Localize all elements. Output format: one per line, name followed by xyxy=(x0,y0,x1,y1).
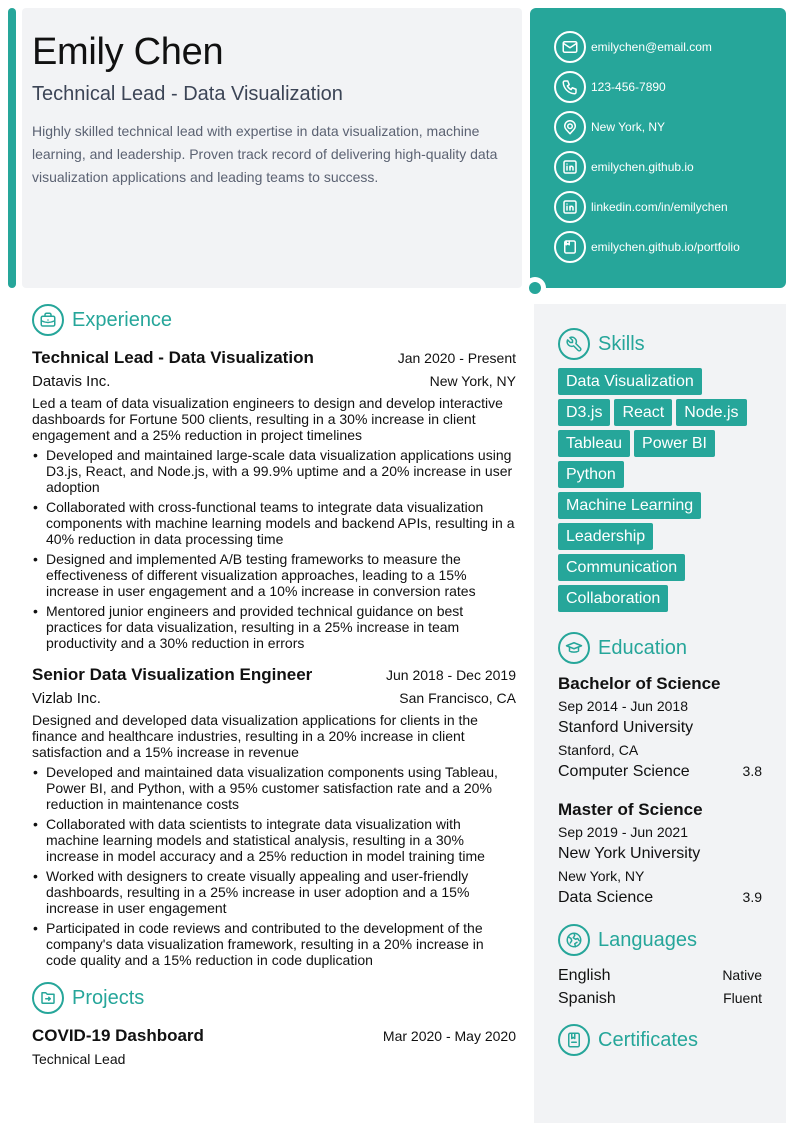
education-entry xyxy=(558,798,762,910)
job-dates: Jan 2020 - Present xyxy=(397,350,516,366)
skill-tag: Python xyxy=(558,461,624,488)
languages-title: Languages xyxy=(598,928,697,951)
bullet-item: • Developed and maintained data visualization components using Tableau, Power BI, and Python, with a 95% customer satisfaction rate and a 20% reduction in maintenance costs xyxy=(32,764,516,812)
bullet-item: • Developed and maintained large-scale data visualization applications using D3.js, React, and Node.js, with a 99.9% uptime and a 20% increase in user adoption xyxy=(32,447,516,495)
language-level: Native xyxy=(722,967,762,983)
field-of-study: Data Science xyxy=(558,889,654,906)
skill-tag: Node.js xyxy=(676,399,746,426)
skill-tag: Tableau xyxy=(558,430,630,457)
job-dates: Jun 2018 - Dec 2019 xyxy=(386,667,516,683)
graduation-cap-icon xyxy=(558,632,590,664)
bullet-item: • Worked with designers to create visually appealing and user-friendly dashboards, resulting in a 25% increase in user adoption and a 15% increase in user engagement xyxy=(32,868,516,916)
language-list xyxy=(558,964,762,1010)
job-location: San Francisco, CA xyxy=(399,690,516,706)
education-dates: Sep 2014 - Jun 2018 xyxy=(558,698,688,714)
briefcase-icon xyxy=(32,304,64,336)
wrench-icon xyxy=(558,328,590,360)
degree: Master of Science xyxy=(558,800,703,819)
school: Stanford University xyxy=(558,719,694,736)
certificate-icon xyxy=(558,1024,590,1056)
contact-github-text: emilychen.github.io xyxy=(591,160,694,174)
job-summary: Designed and developed data visualization applications for clients in the finance and healthcare industries, resulting in a 20% increase in client satisfaction and a 15% increase in revenue xyxy=(32,712,478,760)
contact-linkedin[interactable] xyxy=(554,191,786,223)
skill-tag: Collaboration xyxy=(558,585,668,612)
language-level: Fluent xyxy=(723,990,762,1006)
sidebar xyxy=(534,304,786,1123)
contact-portfolio-text: emilychen.github.io/portfolio xyxy=(591,240,740,254)
job-bullets xyxy=(32,447,516,651)
main-column xyxy=(32,304,516,1070)
contact-portfolio[interactable] xyxy=(554,231,786,263)
globe-icon xyxy=(558,924,590,956)
education-heading xyxy=(558,632,762,664)
company-name: Vizlab Inc. xyxy=(32,690,101,707)
contact-email-text: emilychen@email.com xyxy=(591,40,712,54)
contact-location-text: New York, NY xyxy=(591,120,666,134)
portfolio-icon xyxy=(554,231,586,263)
skills-heading xyxy=(558,328,762,360)
contact-location xyxy=(554,111,786,143)
skill-tags xyxy=(558,368,762,616)
skill-tag: D3.js xyxy=(558,399,610,426)
contact-linkedin-text: linkedin.com/in/emilychen xyxy=(591,200,728,214)
language-item xyxy=(558,964,762,987)
decorative-dot xyxy=(529,282,541,294)
skill-tag: Leadership xyxy=(558,523,653,550)
education-dates: Sep 2019 - Jun 2021 xyxy=(558,824,688,840)
certificates-heading xyxy=(558,1024,762,1056)
phone-icon xyxy=(554,71,586,103)
contact-github[interactable] xyxy=(554,151,786,183)
bullet-item: • Mentored junior engineers and provided technical guidance on best practices for data visualization, resulting in a 25% increase in team productivity and a 30% reduction in errors xyxy=(32,603,516,651)
bullet-item: • Participated in code reviews and contributed to the development of the company's data visualization framework, resulting in a 20% increase in code quality and a 15% reduction in code duplication xyxy=(32,920,516,968)
school-location: Stanford, CA xyxy=(558,742,639,758)
skill-tag: Machine Learning xyxy=(558,492,701,519)
name: Emily Chen xyxy=(32,31,224,73)
contact-phone-text: 123-456-7890 xyxy=(591,80,666,94)
folder-icon xyxy=(32,982,64,1014)
project-entry xyxy=(32,1024,516,1070)
linkedin-icon xyxy=(554,151,586,183)
email-icon xyxy=(554,31,586,63)
job-title: Technical Lead - Data Visualization xyxy=(32,348,314,367)
project-title: COVID-19 Dashboard xyxy=(32,1026,204,1045)
job-location: New York, NY xyxy=(429,373,516,389)
skill-tag: React xyxy=(614,399,672,426)
job-entry xyxy=(32,346,516,651)
skill-tag: Data Visualization xyxy=(558,368,702,395)
school-location: New York, NY xyxy=(558,868,645,884)
contact-email[interactable] xyxy=(554,31,786,63)
projects-heading xyxy=(32,982,516,1014)
header xyxy=(22,8,522,288)
language-name: English xyxy=(558,967,611,984)
company-name: Datavis Inc. xyxy=(32,373,111,390)
job-title-headline: Technical Lead - Data Visualization xyxy=(32,83,343,105)
bullet-item: • Designed and implemented A/B testing frameworks to measure the effectiveness of different visualization approaches, leading to a 15% increase in user engagement and a 10% increase in conversion rates xyxy=(32,551,516,599)
linkedin-icon xyxy=(554,191,586,223)
skill-tag: Power BI xyxy=(634,430,715,457)
school: New York University xyxy=(558,845,701,862)
accent-bar xyxy=(8,8,16,288)
job-bullets xyxy=(32,764,516,968)
language-name: Spanish xyxy=(558,990,616,1007)
job-summary: Led a team of data visualization engineers to design and develop interactive dashboards for Fortune 500 clients, resulting in a 30% increase in client engagement and a 25% reduction in project timelines xyxy=(32,395,503,443)
experience-title: Experience xyxy=(72,308,173,331)
contact-phone[interactable] xyxy=(554,71,786,103)
language-item xyxy=(558,987,762,1010)
contact-panel xyxy=(530,8,786,288)
field-of-study: Computer Science xyxy=(558,763,690,780)
projects-title: Projects xyxy=(72,986,145,1009)
education-entry xyxy=(558,672,762,784)
languages-heading xyxy=(558,924,762,956)
bullet-item: • Collaborated with cross-functional teams to integrate data visualization components with machine learning models and backend APIs, resulting in a 40% reduction in data processing time xyxy=(32,499,516,547)
experience-heading xyxy=(32,304,516,336)
gpa: 3.8 xyxy=(742,763,762,779)
gpa: 3.9 xyxy=(742,889,762,905)
location-icon xyxy=(554,111,586,143)
job-entry xyxy=(32,663,516,968)
profile-summary: Highly skilled technical lead with expertise in data visualization, machine learning, and leadership. Proven track record of delivering high-quality data visualization applications and leading teams to success. xyxy=(32,123,498,185)
job-title: Senior Data Visualization Engineer xyxy=(32,665,313,684)
project-dates: Mar 2020 - May 2020 xyxy=(382,1028,516,1044)
degree: Bachelor of Science xyxy=(558,674,721,693)
skill-tag: Communication xyxy=(558,554,685,581)
skills-title: Skills xyxy=(598,332,645,355)
education-title: Education xyxy=(598,636,687,659)
project-role: Technical Lead xyxy=(32,1051,126,1067)
certificates-title: Certificates xyxy=(598,1028,699,1051)
bullet-item: • Collaborated with data scientists to integrate data visualization with machine learning models and statistical analysis, resulting in a 30% increase in model accuracy and a 25% reduction in model training time xyxy=(32,816,516,864)
